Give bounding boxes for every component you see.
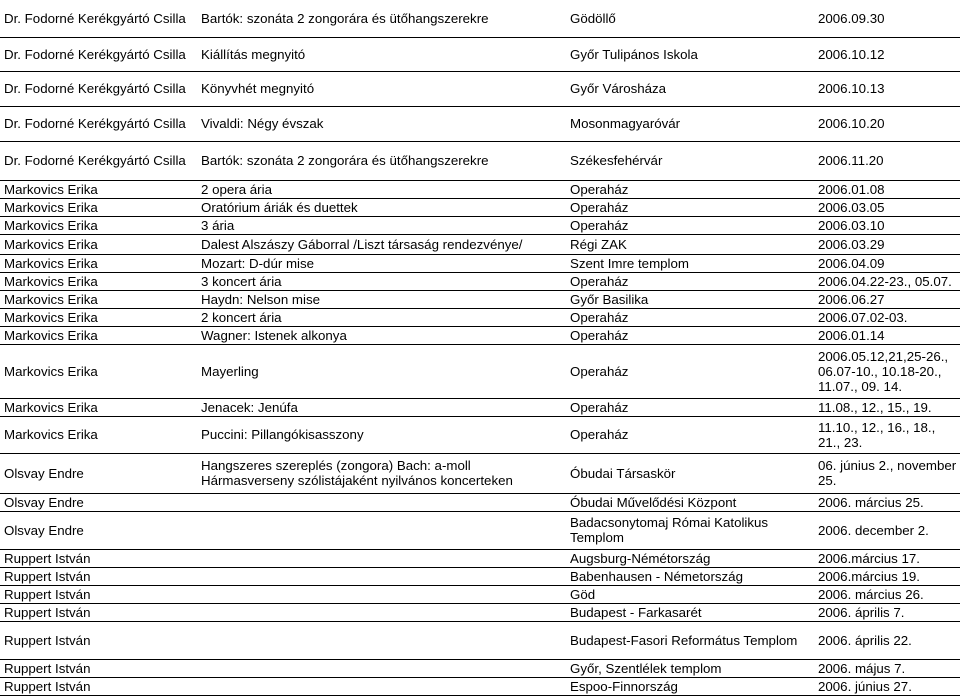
date-cell: 2006.07.02-03. [814,308,960,326]
venue-cell: Operaház [566,398,814,416]
venue-cell: Győr Városháza [566,71,814,106]
table-row [0,567,960,585]
work-cell [197,567,566,585]
work-cell: Könyvhét megnyitó [197,71,566,106]
work-cell: 3 ária [197,216,566,234]
table-row [0,234,960,254]
venue-cell: Győr Basilika [566,290,814,308]
table-row [0,0,960,37]
venue-cell: Budapest-Fasori Református Templom [566,621,814,659]
performer-cell: Ruppert István [0,603,197,621]
work-cell: Mozart: D-dúr mise [197,254,566,272]
work-cell [197,603,566,621]
venue-cell: Badacsonytomaj Római Katolikus Templom [566,511,814,549]
date-cell: 11.10., 12., 16., 18., 21., 23. [814,416,960,453]
venue-cell: Göd [566,585,814,603]
date-cell: 2006.10.20 [814,106,960,141]
performer-cell: Markovics Erika [0,254,197,272]
table-row [0,416,960,453]
table-row [0,344,960,398]
performer-cell: Ruppert István [0,677,197,695]
venue-cell: Operaház [566,198,814,216]
date-cell: 2006.03.05 [814,198,960,216]
performer-cell: Dr. Fodorné Kerékgyártó Csilla [0,106,197,141]
work-cell: Wagner: Istenek alkonya [197,326,566,344]
table-row [0,216,960,234]
work-cell: Jenacek: Jenúfa [197,398,566,416]
performer-cell: Ruppert István [0,567,197,585]
venue-cell: Operaház [566,344,814,398]
performer-cell: Ruppert István [0,659,197,677]
performer-cell: Olsvay Endre [0,493,197,511]
venue-cell: Operaház [566,180,814,198]
work-cell [197,585,566,603]
performer-cell: Markovics Erika [0,398,197,416]
date-cell: 11.08., 12., 15., 19. [814,398,960,416]
date-cell: 2006. március 26. [814,585,960,603]
venue-cell: Szent Imre templom [566,254,814,272]
table-row [0,326,960,344]
work-cell: 2 koncert ária [197,308,566,326]
table-row [0,272,960,290]
venue-cell: Operaház [566,308,814,326]
work-cell [197,511,566,549]
date-cell: 2006. december 2. [814,511,960,549]
table-row [0,290,960,308]
performer-cell: Markovics Erika [0,308,197,326]
performer-cell: Dr. Fodorné Kerékgyártó Csilla [0,37,197,71]
venue-cell: Gödöllő [566,0,814,37]
work-cell: Haydn: Nelson mise [197,290,566,308]
work-cell: Dalest Alszászy Gáborral /Liszt társaság rendezvénye/ [197,234,566,254]
table-row [0,659,960,677]
table-row [0,254,960,272]
venue-cell: Óbudai Művelődési Központ [566,493,814,511]
performer-cell: Markovics Erika [0,344,197,398]
work-cell: Vivaldi: Négy évszak [197,106,566,141]
performer-cell: Dr. Fodorné Kerékgyártó Csilla [0,0,197,37]
venue-cell: Espoo-Finnország [566,677,814,695]
venue-cell: Győr, Szentlélek templom [566,659,814,677]
venue-cell: Augsburg-Némétország [566,549,814,567]
performer-cell: Olsvay Endre [0,453,197,493]
venue-cell: Régi ZAK [566,234,814,254]
date-cell: 2006.03.10 [814,216,960,234]
performer-cell: Ruppert István [0,621,197,659]
performer-cell: Dr. Fodorné Kerékgyártó Csilla [0,141,197,180]
venue-cell: Operaház [566,272,814,290]
work-cell: Oratórium áriák és duettek [197,198,566,216]
table-row [0,621,960,659]
work-cell: Bartók: szonáta 2 zongorára és ütőhangszerekre [197,141,566,180]
date-cell: 06. június 2., november 25. [814,453,960,493]
date-cell: 2006.09.30 [814,0,960,37]
work-cell [197,659,566,677]
date-cell: 2006.11.20 [814,141,960,180]
performer-cell: Markovics Erika [0,272,197,290]
work-cell: Hangszeres szereplés (zongora) Bach: a-moll Hármasverseny szólistájaként nyilvános koncerteken [197,453,566,493]
venue-cell: Babenhausen - Németország [566,567,814,585]
date-cell: 2006.10.12 [814,37,960,71]
work-cell: Bartók: szonáta 2 zongorára és ütőhangszerekre [197,0,566,37]
table-row [0,511,960,549]
table-row [0,106,960,141]
date-cell: 2006.04.22-23., 05.07. [814,272,960,290]
work-cell: Mayerling [197,344,566,398]
date-cell: 2006. május 7. [814,659,960,677]
date-cell: 2006.01.14 [814,326,960,344]
work-cell: Puccini: Pillangókisasszony [197,416,566,453]
date-cell: 2006.03.29 [814,234,960,254]
venue-cell: Óbudai Társaskör [566,453,814,493]
performer-cell: Dr. Fodorné Kerékgyártó Csilla [0,71,197,106]
performer-cell: Olsvay Endre [0,511,197,549]
work-cell: Kiállítás megnyitó [197,37,566,71]
date-cell: 2006.március 19. [814,567,960,585]
work-cell [197,493,566,511]
table-row [0,71,960,106]
work-cell [197,677,566,695]
table-row [0,453,960,493]
performer-cell: Markovics Erika [0,326,197,344]
performer-cell: Markovics Erika [0,216,197,234]
performer-cell: Markovics Erika [0,180,197,198]
performer-cell: Markovics Erika [0,234,197,254]
date-cell: 2006. június 27. [814,677,960,695]
table-row [0,141,960,180]
table-row [0,308,960,326]
venue-cell: Budapest - Farkasarét [566,603,814,621]
performer-cell: Ruppert István [0,585,197,603]
date-cell: 2006. április 7. [814,603,960,621]
date-cell: 2006.10.13 [814,71,960,106]
work-cell [197,621,566,659]
work-cell [197,549,566,567]
work-cell: 3 koncert ária [197,272,566,290]
performer-cell: Ruppert István [0,549,197,567]
venue-cell: Operaház [566,416,814,453]
table-row [0,398,960,416]
venue-cell: Székesfehérvár [566,141,814,180]
date-cell: 2006. március 25. [814,493,960,511]
table-row [0,37,960,71]
venue-cell: Operaház [566,216,814,234]
work-cell: 2 opera ária [197,180,566,198]
date-cell: 2006.04.09 [814,254,960,272]
table-row [0,198,960,216]
table-row [0,549,960,567]
date-cell: 2006.05.12,21,25-26., 06.07-10., 10.18-20., 11.07., 09. 14. [814,344,960,398]
performer-cell: Markovics Erika [0,198,197,216]
venue-cell: Operaház [566,326,814,344]
performer-cell: Markovics Erika [0,416,197,453]
table-row [0,585,960,603]
date-cell: 2006. április 22. [814,621,960,659]
date-cell: 2006.március 17. [814,549,960,567]
table-row [0,493,960,511]
venue-cell: Mosonmagyaróvár [566,106,814,141]
table-row [0,603,960,621]
table-row [0,180,960,198]
date-cell: 2006.06.27 [814,290,960,308]
venue-cell: Győr Tulipános Iskola [566,37,814,71]
date-cell: 2006.01.08 [814,180,960,198]
performer-cell: Markovics Erika [0,290,197,308]
table-row [0,677,960,695]
